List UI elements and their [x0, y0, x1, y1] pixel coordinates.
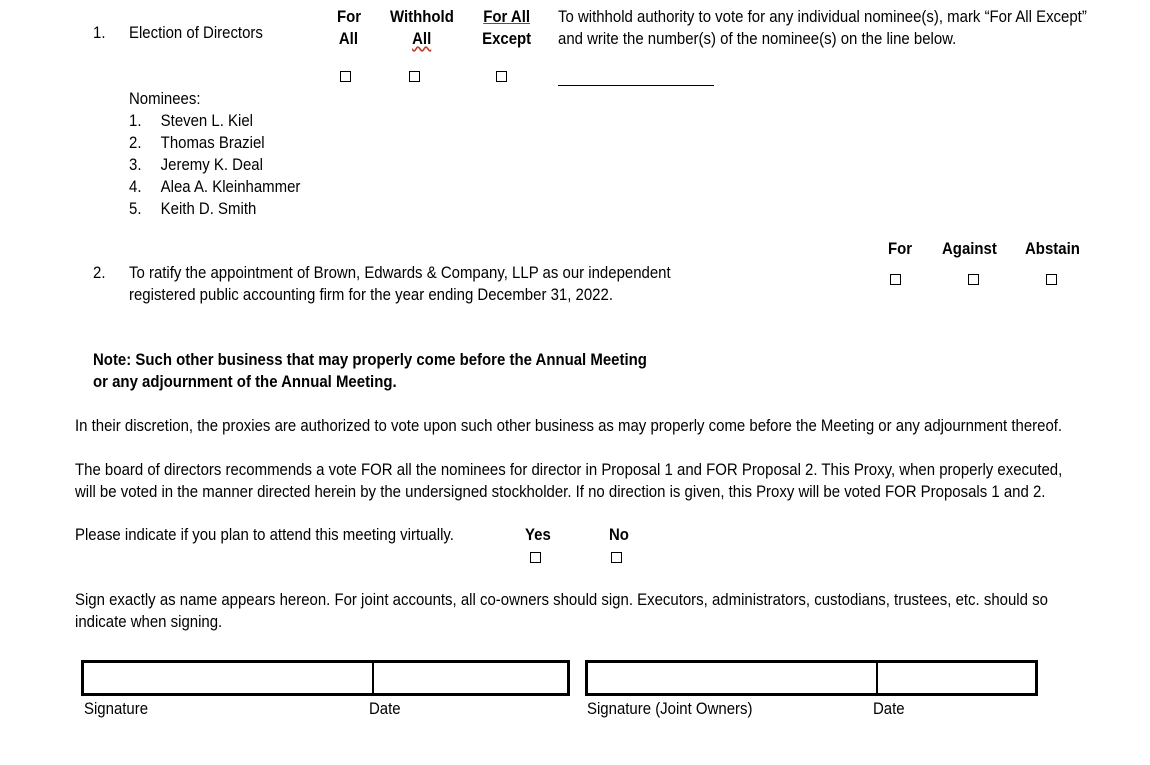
joint-date-field[interactable] — [876, 663, 1035, 693]
joint-date-label: Date — [873, 699, 905, 718]
signature-box — [81, 660, 570, 696]
attend-no-checkbox[interactable] — [611, 552, 622, 563]
p2-abstain-checkbox[interactable] — [1046, 274, 1057, 285]
withhold-all-header: Withhold All — [390, 7, 454, 48]
for-all-header: For All — [337, 7, 362, 48]
nominee-item: 3. Jeremy K. Deal — [129, 155, 263, 174]
joint-signature-field[interactable] — [588, 663, 876, 693]
p2-for-header: For — [888, 239, 913, 258]
withhold-instruction: To withhold authority to vote for any individual nominee(s), mark “For All Except” and write the number(s) of the nominee(s) on the line below. — [558, 7, 1087, 48]
attend-yes-checkbox[interactable] — [530, 552, 541, 563]
nominees-heading: Nominees: — [129, 89, 201, 108]
note: Note: Such other business that may properly come before the Annual Meeting or any adjournment of the Annual Meeting. — [93, 350, 647, 391]
proposal2-number: 2. — [93, 263, 106, 282]
p2-against-header: Against — [942, 239, 997, 258]
p2-abstain-header: Abstain — [1025, 239, 1080, 258]
p2-for-checkbox[interactable] — [890, 274, 901, 285]
nominee-exception-line[interactable] — [558, 85, 714, 86]
nominee-item: 5. Keith D. Smith — [129, 199, 257, 218]
attend-yes-label: Yes — [525, 525, 551, 544]
discretion-text: In their discretion, the proxies are authorized to vote upon such other business as may properly come before the Meeting or any adjournment thereof. — [75, 416, 1063, 435]
date-label: Date — [369, 699, 401, 718]
nominee-item: 4. Alea A. Kleinhammer — [129, 177, 301, 196]
proposal1-number: 1. — [93, 23, 106, 42]
proposal2-text: To ratify the appointment of Brown, Edwards & Company, LLP as our independent registered public accounting firm for the year ending December 31, 2022. — [129, 263, 671, 304]
attend-question: Please indicate if you plan to attend this meeting virtually. — [75, 525, 454, 544]
joint-signature-label: Signature (Joint Owners) — [587, 699, 753, 718]
p2-against-checkbox[interactable] — [968, 274, 979, 285]
attend-no-label: No — [609, 525, 629, 544]
signature-label: Signature — [84, 699, 149, 718]
for-all-except-header: For All Except — [482, 7, 532, 48]
board-recommendation: The board of directors recommends a vote FOR all the nominees for director in Proposal 1 and FOR Proposal 2. This Proxy, when properly executed, will be voted in the manner directed herein by the undersigned stockholder. If no direction is given, this Proxy will be voted FOR Proposals 1 and 2. — [75, 460, 1063, 501]
nominee-list — [129, 110, 300, 220]
date-field[interactable] — [372, 663, 567, 693]
nominee-item: 1. Steven L. Kiel — [129, 111, 253, 130]
withhold-all-checkbox[interactable] — [409, 71, 420, 82]
joint-signature-box — [585, 660, 1038, 696]
proposal1-title: Election of Directors — [129, 23, 263, 42]
sign-instructions: Sign exactly as name appears hereon. For joint accounts, all co-owners should sign. Executors, administrators, custodians, trustees, etc. should so indicate when signing. — [75, 590, 1048, 631]
nominee-item: 2. Thomas Braziel — [129, 133, 265, 152]
for-all-except-checkbox[interactable] — [496, 71, 507, 82]
for-all-checkbox[interactable] — [340, 71, 351, 82]
signature-field[interactable] — [84, 663, 372, 693]
